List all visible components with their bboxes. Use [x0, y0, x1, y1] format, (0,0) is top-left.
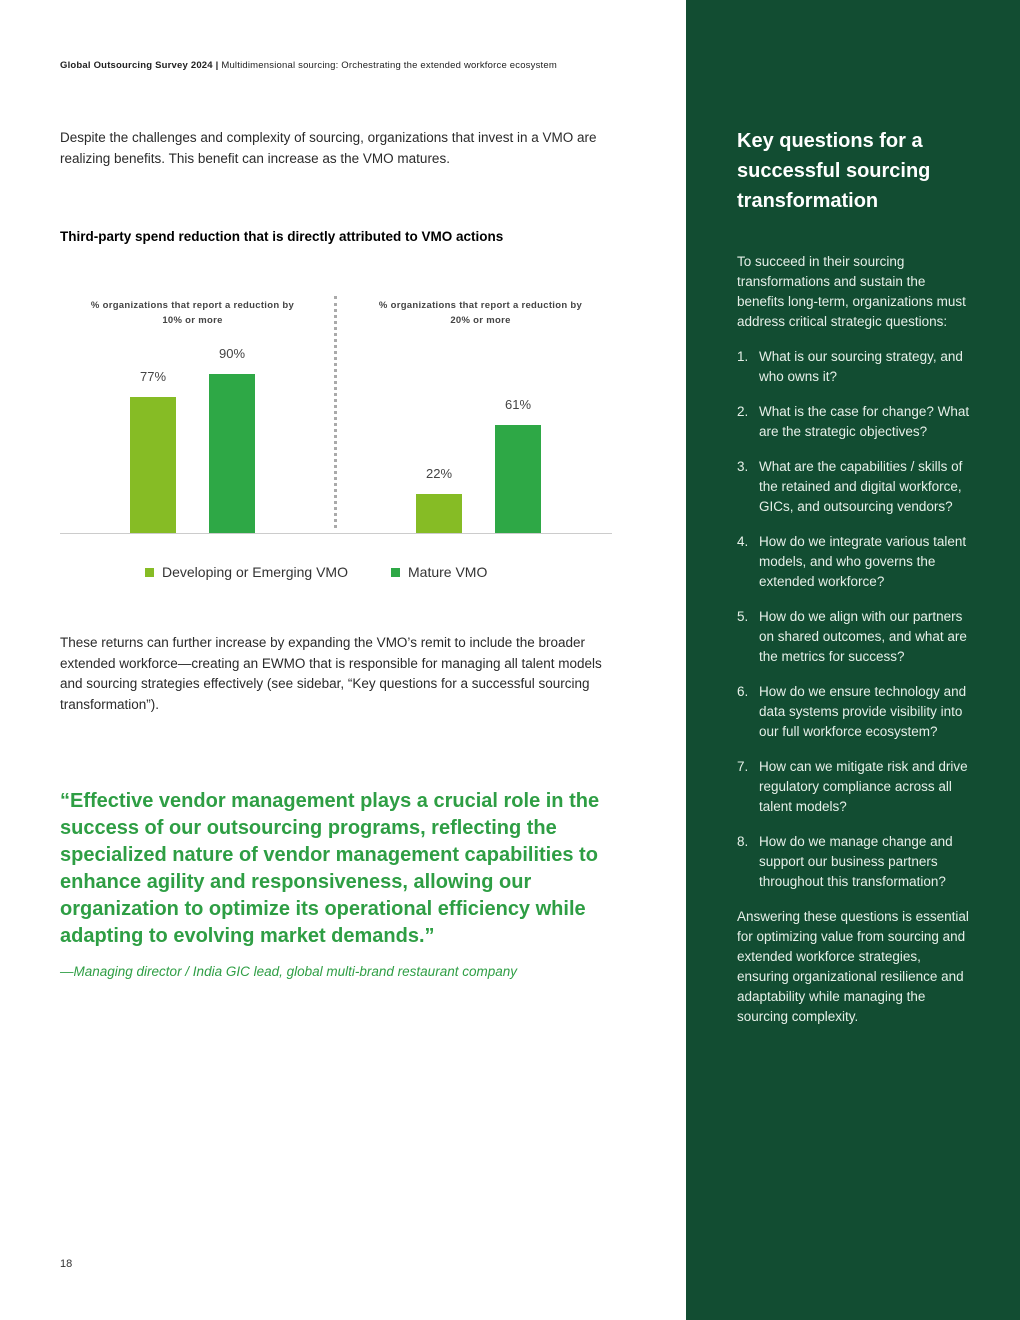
question-number: 1. [737, 349, 749, 364]
question-number: 5. [737, 609, 749, 624]
bar-developing-1 [416, 494, 462, 533]
sidebar-conclusion: Answering these questions is essential for optimizing value from sourcing and extended workforce strategies, ensuring organizational resilience and adaptability while managing the sourcing complexity. [737, 909, 969, 1024]
page-number: 18 [60, 1258, 73, 1270]
sidebar-intro: To succeed in their sourcing transformations and sustain the benefits long-term, organizations must address critical strategic questions: [737, 254, 966, 329]
report-subtitle: Multidimensional sourcing: Orchestrating the extended workforce ecosystem [221, 60, 557, 71]
legend-item-developing [145, 564, 348, 580]
data-label: 61% [504, 397, 532, 413]
bar-mature-0 [209, 374, 255, 533]
data-label: 22% [425, 466, 453, 482]
bar-developing-0 [130, 397, 176, 533]
question-text: What are the capabilities / skills of the retained and digital workforce, GICs, and outsourcing vendors? [759, 459, 963, 514]
question-text: How do we manage change and support our business partners throughout this transformation? [759, 834, 953, 889]
data-label: 77% [139, 368, 167, 384]
sidebar [686, 0, 1020, 1320]
legend-label: Mature VMO [408, 564, 488, 580]
data-label: 90% [218, 345, 246, 361]
question-item [737, 402, 977, 442]
question-item [737, 682, 977, 742]
legend-swatch [391, 568, 400, 577]
question-item [737, 347, 977, 387]
question-item [737, 607, 977, 667]
question-text: How do we align with our partners on shared outcomes, and what are the metrics for success? [759, 609, 967, 664]
question-text: How do we integrate various talent models, and who governs the extended workforce? [759, 534, 967, 589]
question-list [737, 347, 977, 892]
question-text: How can we mitigate risk and drive regulatory compliance across all talent models? [759, 759, 968, 814]
sidebar-title: Key questions for a successful sourcing transformation [737, 130, 931, 212]
question-number: 4. [737, 534, 749, 549]
quote-attribution: —Managing director / India GIC lead, global multi-brand restaurant company [60, 964, 517, 979]
question-item [737, 757, 977, 817]
question-text: What is the case for change? What are the strategic objectives? [759, 404, 970, 439]
running-header [60, 60, 557, 71]
report-title: Global Outsourcing Survey 2024 [60, 60, 213, 71]
body-paragraph: These returns can further increase by expanding the VMO’s remit to include the broader extended workforce—creating an EWMO that is responsible for managing all talent models and sourcing strategies effectively (see sidebar, “Key questions for a successful sourcing transformation”). [60, 635, 602, 712]
header-separator: | [215, 60, 219, 71]
panel-title-10pct: % organizations that report a reduction by 10% or more [90, 300, 295, 326]
intro-paragraph: Despite the challenges and complexity of sourcing, organizations that invest in a VMO are realizing benefits. This benefit can increase as the VMO matures. [60, 130, 597, 166]
panel-divider [334, 296, 337, 528]
quote-block [60, 788, 620, 979]
legend-swatch [145, 568, 154, 577]
legend-label: Developing or Emerging VMO [162, 564, 348, 580]
question-item [737, 457, 977, 517]
pull-quote: “Effective vendor management plays a crucial role in the success of our outsourcing programs, reflecting the specialized nature of vendor management capabilities to enhance agility and responsiveness, allowing our organization to optimize its operational efficiency while adapting to evolving market demands.” [60, 790, 600, 947]
question-text: What is our sourcing strategy, and who owns it? [759, 349, 963, 384]
question-text: How do we ensure technology and data systems provide visibility into our full workforce ecosystem? [759, 684, 967, 739]
bar-mature-1 [495, 425, 541, 533]
question-number: 2. [737, 404, 749, 419]
legend-item-mature [391, 564, 487, 580]
question-number: 8. [737, 834, 749, 849]
chart-baseline [60, 533, 612, 534]
question-item [737, 832, 977, 892]
chart-title: Third-party spend reduction that is directly attributed to VMO actions [60, 229, 504, 244]
question-number: 3. [737, 459, 749, 474]
panel-title-20pct: % organizations that report a reduction by 20% or more [378, 300, 583, 326]
question-number: 7. [737, 759, 749, 774]
bar-chart [60, 290, 612, 590]
question-item [737, 532, 977, 592]
question-number: 6. [737, 684, 749, 699]
